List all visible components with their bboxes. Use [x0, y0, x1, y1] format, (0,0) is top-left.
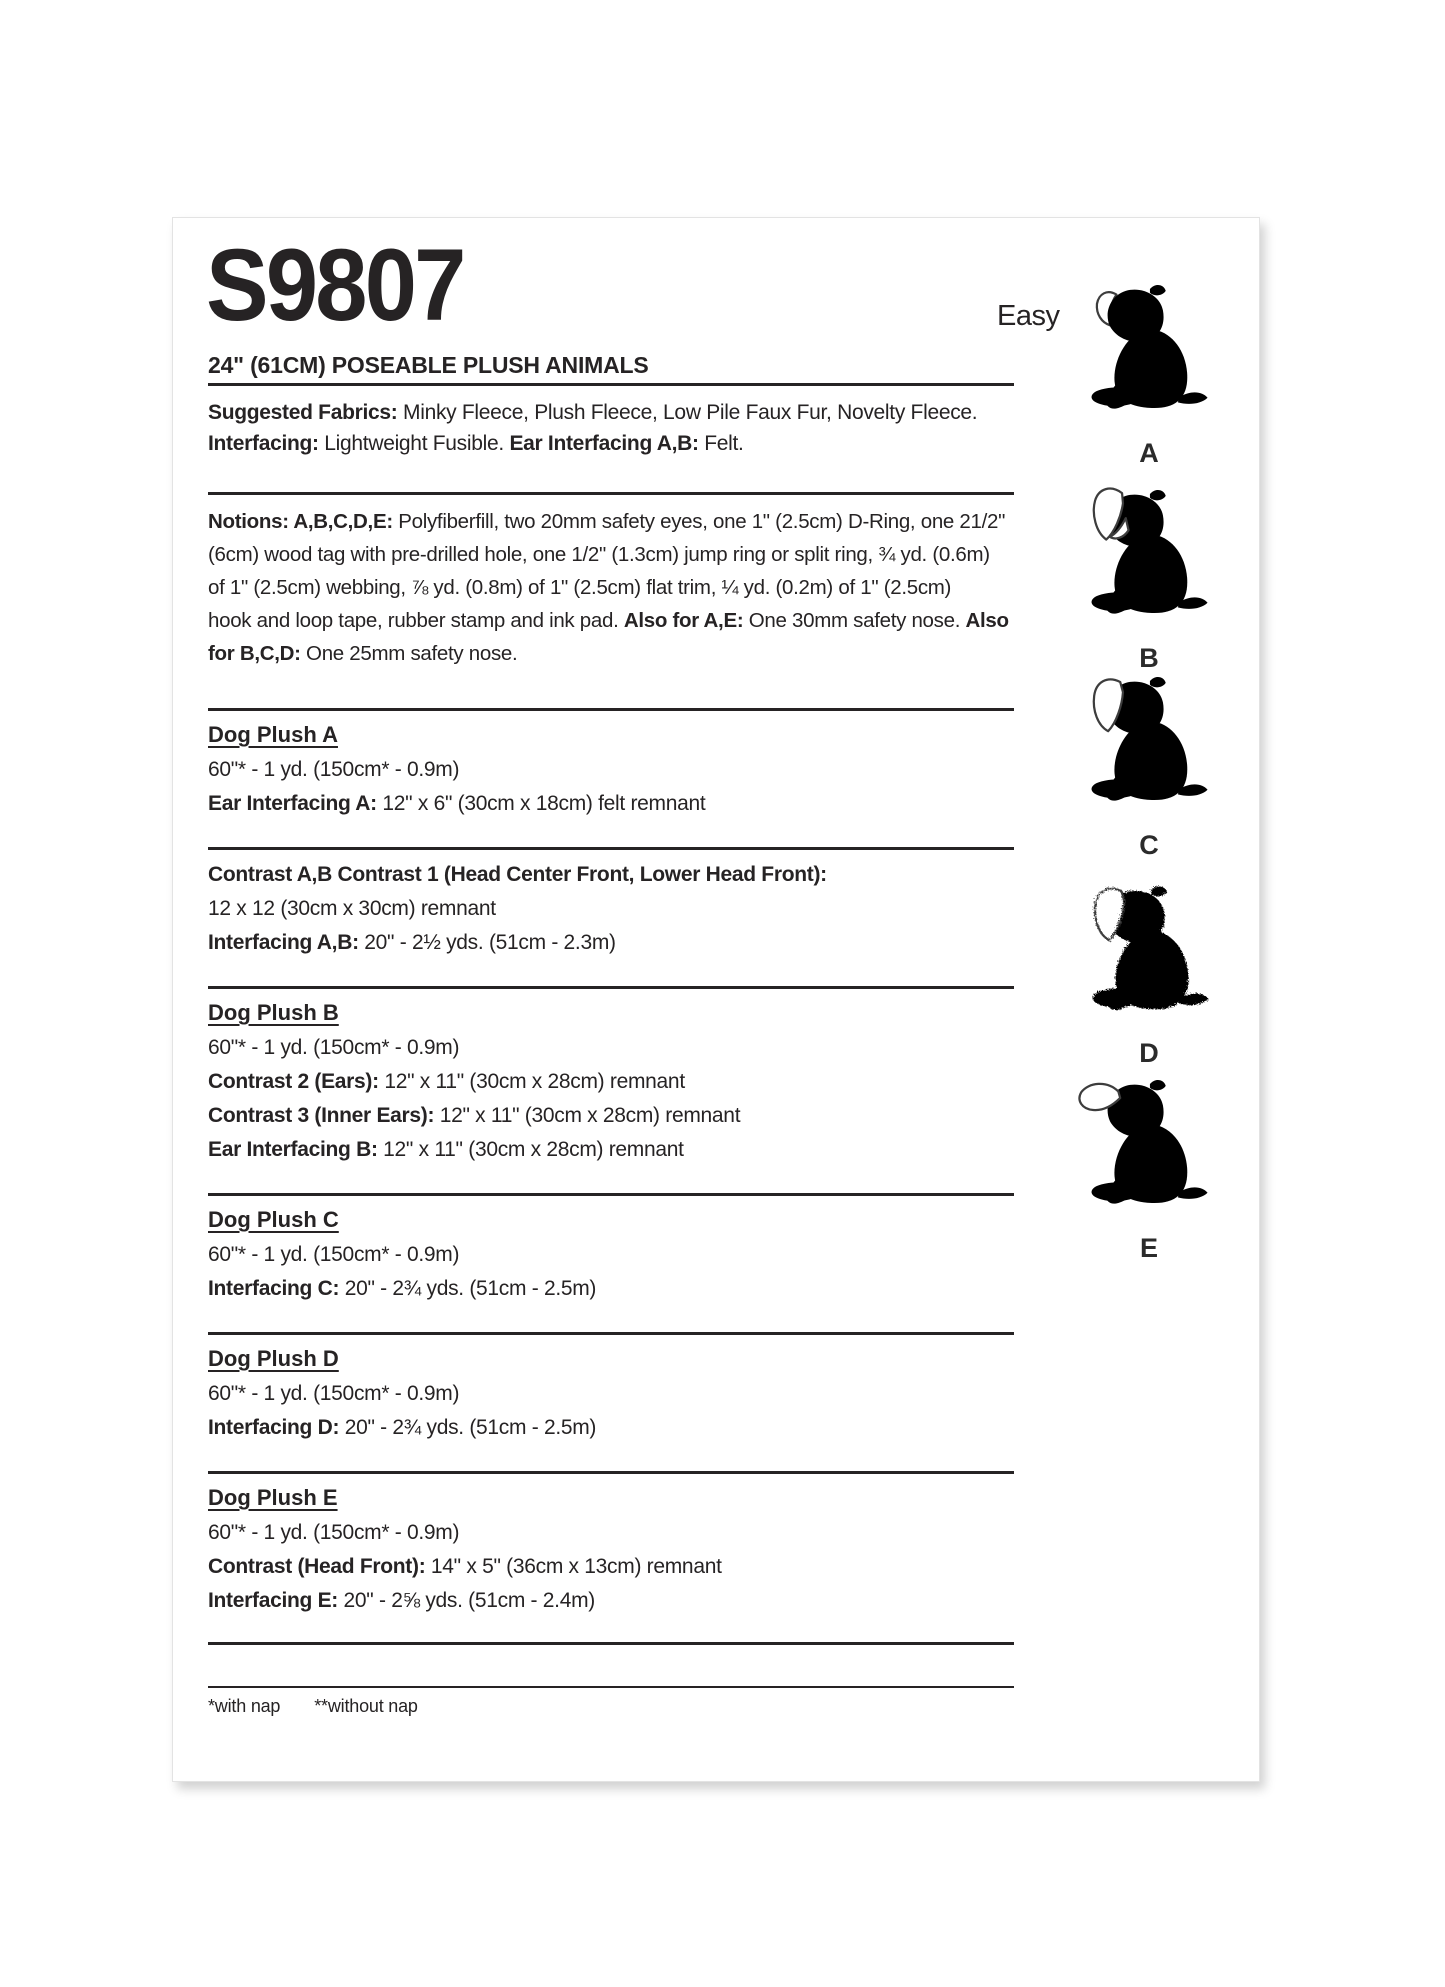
- pattern-number: S9807: [206, 228, 464, 342]
- text-segment: Ear Interfacing A:: [208, 792, 377, 815]
- section-lines: [208, 1238, 1014, 1332]
- text-segment: of 1" (2.5cm) webbing, ⅞ yd. (0.8m) of 1" (2.5cm) flat trim, ¼ yd. (0.2m) of 1" (2.5cm): [208, 576, 952, 599]
- text-segment: Felt.: [698, 432, 744, 455]
- figure-label-c: C: [1139, 830, 1159, 860]
- text-line: [208, 1272, 1014, 1306]
- text-segment: Interfacing:: [208, 432, 319, 455]
- text-segment: 12" x 11" (30cm x 28cm) remnant: [377, 1138, 684, 1161]
- section-lines: [208, 753, 1014, 847]
- text-line: [208, 1238, 1014, 1272]
- section-heading: Dog Plush E: [208, 1485, 338, 1510]
- text-segment: 14" x 5" (36cm x 13cm) remnant: [425, 1555, 722, 1578]
- text-segment: for B,C,D:: [208, 642, 301, 665]
- yardage-section: [208, 1193, 1014, 1332]
- text-segment: Interfacing C:: [208, 1277, 340, 1300]
- text-line: [208, 538, 1014, 571]
- text-segment: 20" - 2½ yds. (51cm - 2.3m): [358, 931, 616, 954]
- text-line: [208, 753, 1014, 787]
- text-segment: Interfacing E:: [208, 1589, 338, 1612]
- dog-plush-d-illustration: [1069, 876, 1229, 1034]
- text-segment: Contrast A,B Contrast 1 (Head Center Front, Lower Head Front):: [208, 863, 827, 886]
- text-segment: Ear Interfacing A,B:: [509, 432, 699, 455]
- text-segment: 20" - 2⅝ yds. (51cm - 2.4m): [337, 1589, 595, 1612]
- dog-plush-a-illustration: [1069, 276, 1229, 434]
- text-line: [208, 505, 1014, 538]
- page-title: 24" (61CM) POSEABLE PLUSH ANIMALS: [208, 352, 649, 378]
- text-segment: 60"* - 1 yd. (150cm* - 0.9m): [208, 1036, 460, 1059]
- figure-dog-plush-e: [1066, 1071, 1232, 1264]
- text-segment: 20" - 2¾ yds. (51cm - 2.5m): [339, 1277, 597, 1300]
- text-segment: 12" x 6" (30cm x 18cm) felt remnant: [376, 792, 706, 815]
- text-line: [208, 1065, 1014, 1099]
- text-line: [208, 787, 1014, 821]
- text-line: [208, 1031, 1014, 1065]
- divider-under-title: [208, 383, 1014, 386]
- pattern-envelope-back: [172, 217, 1260, 1782]
- text-segment: Minky Fleece, Plush Fleece, Low Pile Faux Fur, Novelty Fleece.: [397, 401, 978, 424]
- section-heading: Dog Plush B: [208, 1000, 339, 1025]
- section-lines: [208, 1377, 1014, 1471]
- footnote-without-nap: **without nap: [314, 1696, 418, 1716]
- dog-plush-e-illustration: [1069, 1071, 1229, 1229]
- text-line: [208, 397, 1014, 428]
- figure-dog-plush-d: [1066, 876, 1232, 1069]
- text-segment: Also: [965, 609, 1009, 632]
- text-line: [208, 428, 1014, 459]
- text-line: [208, 1411, 1014, 1445]
- text-segment: 12 x 12 (30cm x 30cm) remnant: [208, 897, 496, 920]
- text-segment: Interfacing A,B:: [208, 931, 359, 954]
- figures-column: [1066, 218, 1236, 1518]
- divider-above-notions: [208, 492, 1014, 495]
- text-segment: Polyfiberfill, two 20mm safety eyes, one 1" (2.5cm) D-Ring, one 21/2": [392, 510, 1006, 533]
- text-segment: 60"* - 1 yd. (150cm* - 0.9m): [208, 1521, 460, 1544]
- yardage-section: [208, 1332, 1014, 1471]
- footnote: [208, 1696, 452, 1717]
- text-segment: Contrast 3 (Inner Ears):: [208, 1104, 435, 1127]
- text-line: [208, 604, 1014, 637]
- text-line: [208, 1377, 1014, 1411]
- section-lines: [208, 858, 1014, 986]
- text-segment: Notions: A,B,C,D,E:: [208, 510, 393, 533]
- yardage-section: [208, 1471, 1014, 1642]
- text-segment: Suggested Fabrics:: [208, 401, 398, 424]
- text-line: [208, 1584, 1014, 1618]
- text-segment: 12" x 11" (30cm x 28cm) remnant: [434, 1104, 741, 1127]
- suggested-fabrics-block: [208, 397, 1014, 459]
- yardage-section: [208, 708, 1014, 847]
- text-segment: One 30mm safety nose.: [743, 609, 966, 632]
- text-line: [208, 1133, 1014, 1167]
- figure-dog-plush-a: [1066, 276, 1232, 469]
- figure-label-e: E: [1139, 1233, 1158, 1263]
- yardage-section: [208, 986, 1014, 1193]
- footnote-with-nap: *with nap: [208, 1696, 281, 1716]
- text-segment: Ear Interfacing B:: [208, 1138, 378, 1161]
- text-line: [208, 1516, 1014, 1550]
- text-segment: hook and loop tape, rubber stamp and ink pad.: [208, 609, 624, 632]
- text-segment: Interfacing D:: [208, 1416, 340, 1439]
- text-line: [208, 571, 1014, 604]
- section-lines: [208, 1516, 1014, 1642]
- section-lines: [208, 1031, 1014, 1193]
- section-divider: [208, 1193, 1014, 1196]
- text-line: [208, 858, 1014, 892]
- yardage-sections: [208, 708, 1014, 1645]
- section-divider: [208, 1471, 1014, 1474]
- text-segment: 20" - 2¾ yds. (51cm - 2.5m): [339, 1416, 597, 1439]
- text-line: [208, 926, 1014, 960]
- text-segment: Also for A,E:: [623, 609, 744, 632]
- section-divider: [208, 1642, 1014, 1645]
- text-segment: Contrast 2 (Ears):: [208, 1070, 379, 1093]
- text-segment: 60"* - 1 yd. (150cm* - 0.9m): [208, 758, 460, 781]
- figure-dog-plush-b: [1066, 481, 1232, 674]
- section-divider: [208, 708, 1014, 711]
- text-segment: 60"* - 1 yd. (150cm* - 0.9m): [208, 1382, 460, 1405]
- text-segment: 12" x 11" (30cm x 28cm) remnant: [378, 1070, 685, 1093]
- difficulty-label: Easy: [997, 300, 1060, 332]
- text-segment: 60"* - 1 yd. (150cm* - 0.9m): [208, 1243, 460, 1266]
- section-heading: Dog Plush D: [208, 1346, 339, 1371]
- text-segment: (6cm) wood tag with pre-drilled hole, one 1/2" (1.3cm) jump ring or split ring, ¾ yd. (0.6m): [208, 543, 990, 566]
- text-line: [208, 637, 1014, 670]
- section-divider: [208, 847, 1014, 850]
- section-divider: [208, 1332, 1014, 1335]
- text-line: [208, 1099, 1014, 1133]
- section-heading: Dog Plush A: [208, 722, 338, 747]
- section-divider: [208, 986, 1014, 989]
- figure-label-a: A: [1139, 438, 1159, 468]
- figure-dog-plush-c: [1066, 668, 1232, 861]
- text-line: [208, 1550, 1014, 1584]
- text-line: [208, 892, 1014, 926]
- yardage-section: [208, 847, 1014, 986]
- text-segment: One 25mm safety nose.: [300, 642, 518, 665]
- footnote-divider: [208, 1686, 1014, 1688]
- text-segment: Contrast (Head Front):: [208, 1555, 426, 1578]
- figure-label-b: B: [1139, 643, 1159, 673]
- figure-label-d: D: [1139, 1038, 1159, 1068]
- dog-plush-c-illustration: [1069, 668, 1229, 826]
- text-segment: Lightweight Fusible.: [318, 432, 510, 455]
- section-heading: Dog Plush C: [208, 1207, 339, 1232]
- dog-plush-b-illustration: [1069, 481, 1229, 639]
- notions-block: [208, 505, 1014, 670]
